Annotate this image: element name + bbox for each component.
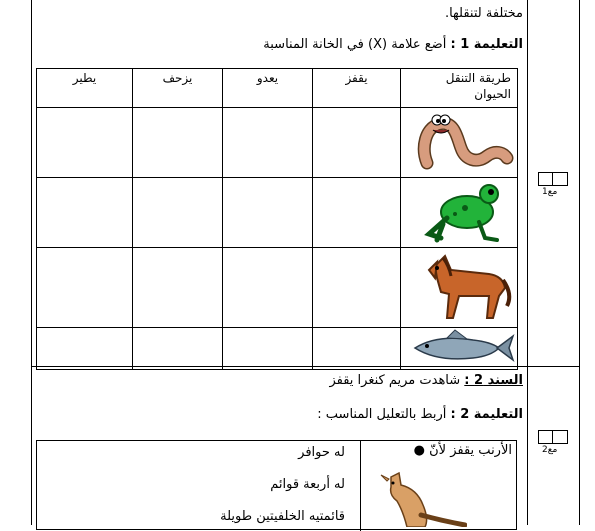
task1-label: التعليمة 1 : xyxy=(450,37,523,52)
score-label-1: مع1 xyxy=(542,187,558,197)
answer-cell[interactable] xyxy=(223,178,313,248)
answer-cell[interactable] xyxy=(223,328,313,370)
matching-divider xyxy=(360,441,361,531)
column-crawls: يزحف xyxy=(162,71,193,85)
frame-right-line xyxy=(527,0,528,525)
margin-right-line xyxy=(579,0,580,525)
reason-option[interactable]: له أربعة قوائم xyxy=(270,477,345,492)
table-row xyxy=(37,178,518,248)
answer-cell[interactable] xyxy=(313,248,401,328)
score-box-1[interactable] xyxy=(538,172,568,186)
column-header xyxy=(313,69,401,108)
animal-cell xyxy=(401,108,518,178)
corner-top-label: طريقة التنقل xyxy=(445,71,511,85)
task2-label: التعليمة 2 : xyxy=(450,407,523,422)
answer-cell[interactable] xyxy=(313,108,401,178)
answer-cell[interactable] xyxy=(223,108,313,178)
horse-icon xyxy=(407,248,517,324)
table-row xyxy=(37,108,518,178)
column-flies: يطير xyxy=(72,71,97,85)
corner-header xyxy=(401,69,518,108)
situation2-heading xyxy=(329,373,523,388)
animal-cell xyxy=(401,178,518,248)
table-row xyxy=(37,248,518,328)
column-header xyxy=(223,69,313,108)
answer-cell[interactable] xyxy=(133,178,223,248)
situation2-label: السند 2 : xyxy=(464,373,523,388)
answer-cell[interactable] xyxy=(223,248,313,328)
frame-left-line xyxy=(31,0,32,525)
score-label-2: مع2 xyxy=(542,445,558,455)
answer-cell[interactable] xyxy=(37,178,133,248)
task1-heading xyxy=(263,37,523,52)
answer-cell[interactable] xyxy=(133,248,223,328)
task2-text: أربط بالتعليل المناسب : xyxy=(317,407,447,422)
answer-cell[interactable] xyxy=(133,108,223,178)
corner-bottom-label: الحيوان xyxy=(474,87,511,101)
matching-statement[interactable]: الأرنب يقفز لأنّ ● xyxy=(413,443,512,458)
animal-cell xyxy=(401,248,518,328)
matching-box xyxy=(36,440,517,530)
answer-cell[interactable] xyxy=(37,328,133,370)
locomotion-table xyxy=(36,68,518,370)
fish-icon xyxy=(407,328,517,366)
task2-heading xyxy=(317,407,523,422)
intro-line: مختلفة لتنقلها. xyxy=(444,6,523,21)
score-box-2[interactable] xyxy=(538,430,568,444)
answer-cell[interactable] xyxy=(37,108,133,178)
table-row xyxy=(37,328,518,370)
table-header-row xyxy=(37,69,518,108)
answer-cell[interactable] xyxy=(313,328,401,370)
column-header xyxy=(133,69,223,108)
task1-text: أضع علامة (X) في الخانة المناسبة xyxy=(263,37,447,52)
reason-option[interactable]: قائمتيه الخلفيتين طويلة xyxy=(220,509,345,524)
column-header xyxy=(37,69,133,108)
kangaroo-icon xyxy=(377,471,467,527)
animal-cell xyxy=(401,328,518,370)
worm-icon xyxy=(407,108,517,174)
frog-icon xyxy=(407,178,517,244)
column-runs: يعدو xyxy=(256,71,279,85)
answer-cell[interactable] xyxy=(37,248,133,328)
answer-cell[interactable] xyxy=(133,328,223,370)
reason-option[interactable]: له حوافر xyxy=(298,445,345,460)
column-jumps: يقفز xyxy=(345,71,368,85)
answer-cell[interactable] xyxy=(313,178,401,248)
situation2-text: شاهدت مريم كنغرا يقفز xyxy=(329,373,461,388)
